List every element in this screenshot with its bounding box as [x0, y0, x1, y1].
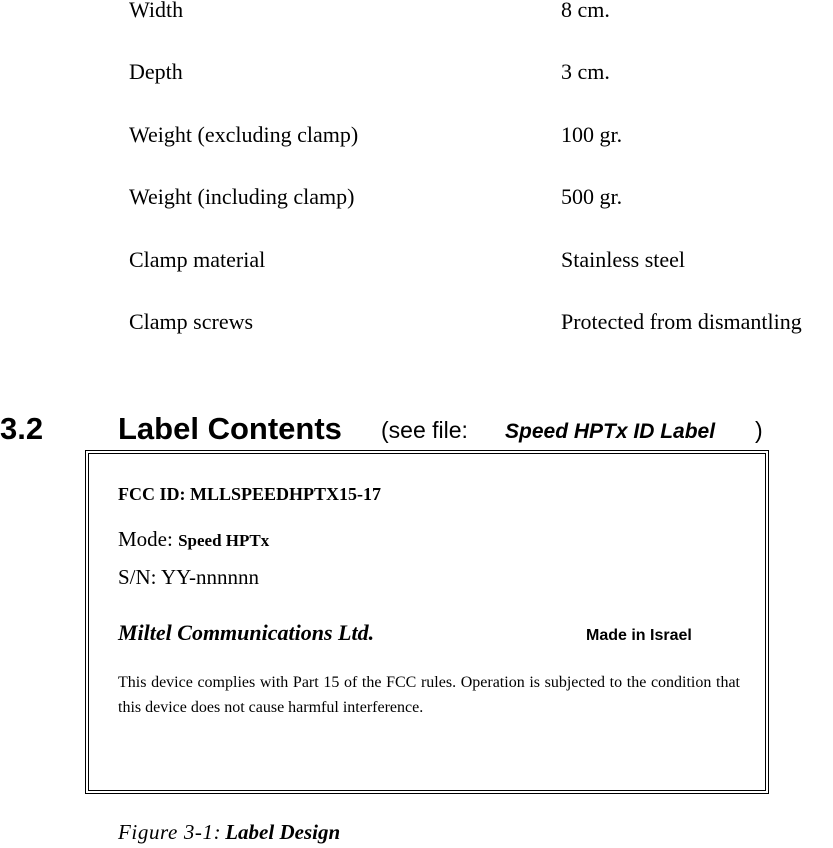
section-note-close: )	[755, 417, 763, 443]
spec-row-clamp-material	[0, 247, 833, 277]
label-compliance-statement: This device complies with Part 15 of the FCC rules. Operation is subjected to the condition that this device does not cause harmful interference.	[118, 674, 740, 716]
spec-value: 8 cm.	[561, 0, 610, 22]
label-company-name: Miltel Communications Ltd.	[118, 620, 375, 645]
spec-row-clamp-screws	[0, 309, 833, 339]
label-origin: Made in Israel	[586, 627, 692, 644]
spec-name: Weight (including clamp)	[129, 184, 355, 209]
section-note: (see file:	[381, 417, 468, 443]
spec-name: Weight (excluding clamp)	[129, 122, 359, 147]
label-mode-value: Speed HPTx	[178, 531, 270, 550]
spec-name: Depth	[129, 59, 183, 84]
spec-value: Stainless steel	[561, 247, 686, 272]
spec-name: Clamp material	[129, 247, 266, 272]
spec-value: 3 cm.	[561, 59, 610, 84]
label-mode-caption: Mode:	[118, 527, 179, 551]
figure-caption	[118, 818, 340, 848]
label-serial-number: S/N: YY-nnnnnn	[118, 565, 259, 589]
spec-row-weight-excluding	[0, 122, 833, 152]
spec-row-weight-including	[0, 184, 833, 214]
spec-value: 500 gr.	[561, 184, 623, 209]
section-title: Label Contents	[118, 411, 342, 446]
spec-row-depth	[0, 59, 833, 89]
spec-value: Protected from dismantling	[561, 309, 802, 334]
section-number: 3.2	[0, 411, 44, 446]
spec-name: Clamp screws	[129, 309, 254, 334]
section-heading	[0, 410, 833, 450]
spec-row-width	[0, 0, 833, 27]
label-design-box	[85, 450, 769, 794]
label-fcc-id: FCC ID: MLLSPEEDHPTX15-17	[118, 484, 382, 504]
spec-name: Width	[129, 0, 184, 22]
section-file-name: Speed HPTx ID Label	[505, 420, 716, 443]
label-mode	[118, 526, 269, 554]
figure-title: Label Design	[225, 820, 341, 844]
spec-value: 100 gr.	[561, 122, 623, 147]
figure-number: Figure 3-1:	[118, 820, 222, 844]
